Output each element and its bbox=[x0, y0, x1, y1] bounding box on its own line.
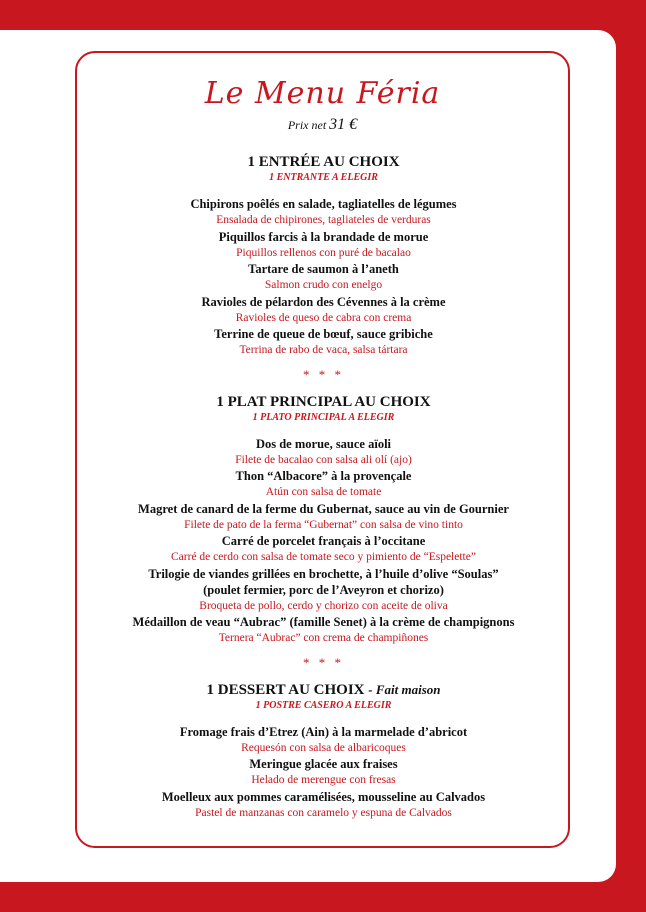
price-value: 31 € bbox=[329, 116, 358, 133]
section-subtitle: 1 PLATO PRINCIPAL A ELEGIR bbox=[252, 411, 395, 423]
separator-stars: * * * bbox=[303, 654, 344, 670]
dish-fr: Médaillon de veau “Aubrac” (famille Senet) à la crème de champignons bbox=[132, 615, 515, 629]
dish-fr: Piquillos farcis à la brandade de morue bbox=[218, 229, 429, 244]
dish-fr: Meringue glacée aux fraises bbox=[249, 757, 398, 771]
dish-es: Helado de merengue con fresas bbox=[251, 774, 396, 786]
dish-fr: Fromage frais d’Etrez (Ain) à la marmelade d’abricot bbox=[179, 724, 468, 739]
dish-fr: Ravioles de pélardon des Cévennes à la crème bbox=[201, 294, 446, 309]
menu-title: Le Menu Féria bbox=[204, 76, 441, 111]
dish-es: Filete de bacalao con salsa ali olí (ajo) bbox=[235, 453, 412, 466]
menu-content bbox=[76, 153, 571, 821]
dish-fr: Dos de morue, sauce aïoli bbox=[255, 436, 392, 451]
dish-fr: Moelleux aux pommes caramélisées, mousseline au Calvados bbox=[161, 789, 486, 804]
section-title: 1 ENTRÉE AU CHOIX bbox=[247, 154, 400, 170]
section-entree bbox=[76, 153, 571, 359]
dish-es: Ternera “Aubrac” con crema de champiñones bbox=[218, 632, 429, 644]
section-title-note: - Fait maison bbox=[368, 681, 441, 697]
dish-fr: Thon “Albacore” à la provençale bbox=[235, 469, 412, 483]
section-dessert bbox=[76, 681, 571, 822]
dish-fr: Carré de porcelet français à l’occitane bbox=[221, 534, 426, 548]
dish-es: Ensalada de chipirones, tagliateles de verduras bbox=[216, 214, 431, 226]
dish-fr: Trilogie de viandes grillées en brochette, à l’huile d’olive “Soulas” bbox=[148, 566, 499, 581]
dish-es: Pastel de manzanas con caramelo y espuna de Calvados bbox=[195, 806, 452, 819]
dish-es: Terrina de rabo de vaca, salsa tártara bbox=[239, 344, 408, 356]
dish-es: Ravioles de queso de cabra con crema bbox=[235, 311, 412, 324]
dish-fr: Terrine de queue de bœuf, sauce gribiche bbox=[214, 327, 433, 341]
dish-es: Salmon crudo con enelgo bbox=[264, 279, 383, 291]
menu-price bbox=[75, 116, 570, 134]
dish-es: Atún con salsa de tomate bbox=[265, 486, 382, 498]
section-main-course bbox=[76, 393, 571, 647]
dish-fr-detail: (poulet fermier, porc de l’Aveyron et chorizo) bbox=[203, 582, 444, 597]
dish-es: Filete de pato de la ferma “Gubernat” con salsa de vino tinto bbox=[184, 518, 463, 531]
section-subtitle: 1 ENTRANTE A ELEGIR bbox=[269, 172, 378, 183]
separator-stars: * * * bbox=[303, 366, 344, 382]
dish-fr: Chipirons poêlés en salade, tagliatelles de légumes bbox=[190, 197, 457, 211]
dish-fr: Magret de canard de la ferme du Gubernat, sauce au vin de Gournier bbox=[138, 501, 509, 516]
price-label: Prix net bbox=[287, 118, 327, 132]
dish-es: Carré de cerdo con salsa de tomate seco y pimiento de “Espelette” bbox=[171, 551, 476, 563]
section-title: 1 PLAT PRINCIPAL AU CHOIX bbox=[216, 393, 431, 410]
section-title-text: 1 DESSERT AU CHOIX bbox=[206, 681, 365, 698]
section-subtitle: 1 POSTRE CASERO A ELEGIR bbox=[255, 699, 392, 711]
dish-fr: Tartare de saumon à l’aneth bbox=[248, 262, 399, 276]
section-title bbox=[76, 681, 571, 699]
dish-es: Requesón con salsa de albaricoques bbox=[241, 741, 406, 754]
dish-es: Piquillos rellenos con puré de bacalao bbox=[236, 246, 411, 259]
dish-es: Broqueta de pollo, cerdo y chorizo con aceite de oliva bbox=[199, 599, 448, 612]
